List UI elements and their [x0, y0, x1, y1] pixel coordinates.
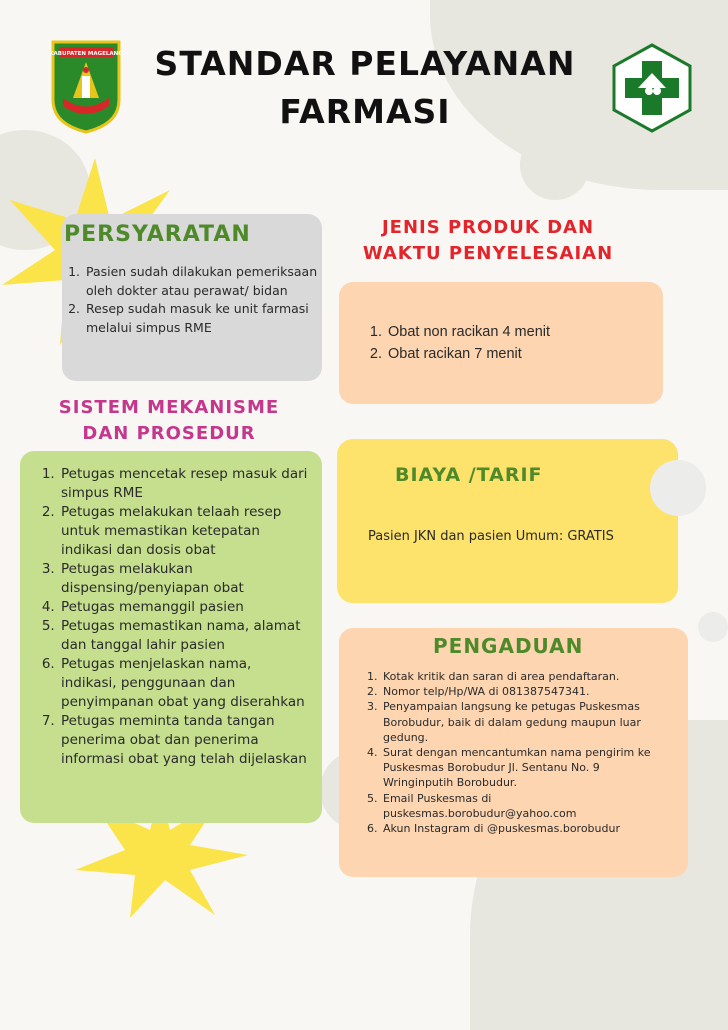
list-item: 6. Akun Instagram di @puskesmas.borobudur	[381, 821, 664, 836]
list-item: 3. Penyampaian langsung ke petugas Puskesmas Borobudur, baik di dalam gedung maupun luar gedung.	[381, 699, 664, 745]
list-item: 4. Petugas memanggil pasien	[59, 598, 311, 617]
pengaduan-heading: PENGADUAN	[433, 634, 584, 658]
jenis-heading	[338, 215, 638, 267]
sistem-heading-line-1: SISTEM MEKANISME	[58, 397, 280, 418]
jenis-heading-line-2: WAKTU PENYELESAIAN	[362, 243, 614, 264]
list-item: 5. Petugas memastikan nama, alamat dan tanggal lahir pasien	[59, 617, 311, 655]
title-line-2: FARMASI	[279, 92, 451, 131]
list-item: 4. Surat dengan mencantumkan nama pengirim ke Puskesmas Borobudur Jl. Sentanu No. 9 Wringinputih Borobudur.	[381, 745, 664, 791]
jenis-list	[364, 321, 654, 365]
puskesmas-logo	[612, 43, 692, 133]
jenis-heading-line-1: JENIS PRODUK DAN	[381, 217, 595, 238]
biaya-heading: BIAYA /TARIF	[395, 464, 543, 486]
list-item: 2. Petugas melakukan telaah resep untuk memastikan ketepatan indikasi dan dosis obat	[59, 503, 311, 560]
sistem-heading	[30, 395, 308, 447]
svg-text:KABUPATEN MAGELANG: KABUPATEN MAGELANG	[51, 51, 121, 57]
background-blob	[698, 612, 728, 642]
persyaratan-list	[62, 263, 324, 337]
biaya-text: Pasien JKN dan pasien Umum: GRATIS	[368, 529, 614, 544]
list-item: 5. Email Puskesmas di puskesmas.borobudur@yahoo.com	[381, 791, 664, 821]
background-blob	[650, 460, 706, 516]
list-item: 1. Kotak kritik dan saran di area pendaftaran.	[381, 669, 664, 684]
pengaduan-list	[359, 669, 664, 836]
sistem-heading-line-2: DAN PROSEDUR	[82, 423, 256, 444]
sistem-list	[37, 465, 311, 769]
list-item: 7. Petugas meminta tanda tangan penerima obat dan penerima informasi obat yang telah dijelaskan	[59, 712, 311, 769]
kabupaten-magelang-logo	[51, 40, 121, 134]
list-item: 1. Petugas mencetak resep masuk dari simpus RME	[59, 465, 311, 503]
list-item: 6. Petugas menjelaskan nama, indikasi, penggunaan dan penyimpanan obat yang diserahkan	[59, 655, 311, 712]
list-item: 2. Nomor telp/Hp/WA di 081387547341.	[381, 684, 664, 699]
background-blob	[520, 130, 590, 200]
list-item: 1. Obat non racikan 4 menit	[386, 321, 654, 343]
list-item: 2. Resep sudah masuk ke unit farmasi melalui simpus RME	[84, 300, 324, 337]
page-title	[130, 40, 600, 136]
list-item: 3. Petugas melakukan dispensing/penyiapan obat	[59, 560, 311, 598]
list-item: 1. Pasien sudah dilakukan pemeriksaan oleh dokter atau perawat/ bidan	[84, 263, 324, 300]
persyaratan-heading: PERSYARATAN	[64, 222, 251, 247]
title-line-1: STANDAR PELAYANAN	[154, 44, 576, 83]
list-item: 2. Obat racikan 7 menit	[386, 343, 654, 365]
